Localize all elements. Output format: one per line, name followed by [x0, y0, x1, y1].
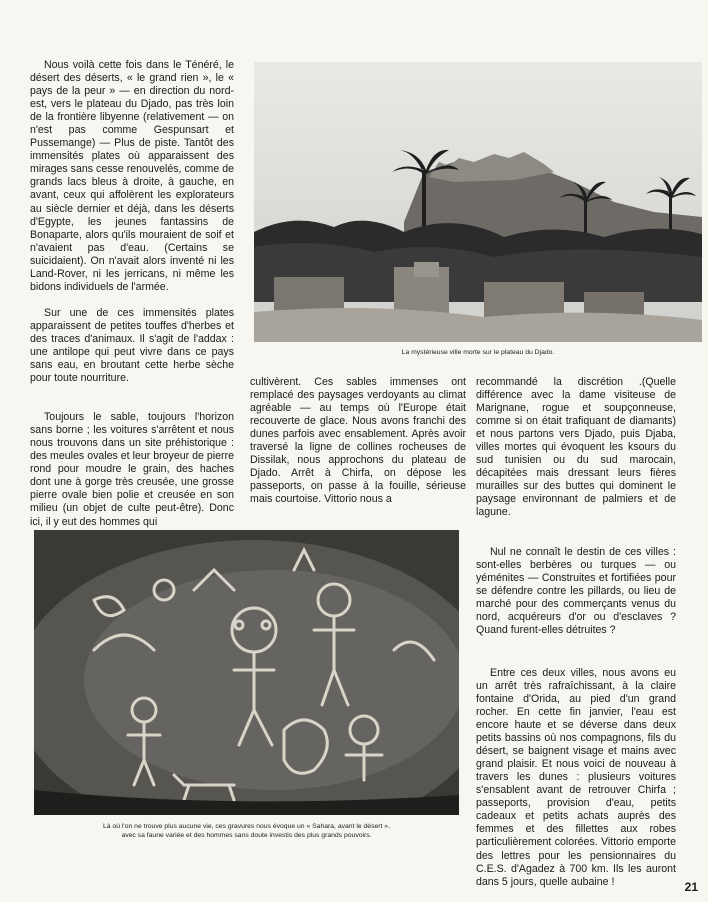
photo-dead-town: [254, 62, 702, 342]
dead-town-image: [254, 62, 702, 342]
photo-rock-engravings: [34, 530, 459, 815]
paragraph: Sur une de ces immensités plates apparaissent de petites touffes d'herbes et des traces d'animaux. Il s'agit de l'addax : une antilope qui peut vivre dans ce pays sans eau, en broutant cette herbe sèche pour toute nourriture.: [30, 306, 234, 385]
column-middle: [250, 376, 466, 519]
paragraph: Nous voilà cette fois dans le Ténéré, le désert des déserts, « le grand rien », le « pays de la peur » — en direction du nord-est, vers le plateau du Djado, pas très loin de la frontière libyenne (relativement — on n'est pas comme Gespunsart et Pussemange) — Plus de piste. Tantôt des immensités plates où apparaissent des mirages sans cesse renouvelés, comme de grands lacs bleus à droite, à gauche, en avant, ceux qui affolèrent les explorateurs au siècle dernier et déjà, dans les déserts d'Egypte, les jeunes fantassins de Bonaparte, alors qu'ils mouraient de soif et n'avaient pas d'eau. (Certains se suicidaient). On n'avait alors inventé ni les Land-Rover, ni les jerricans, ni même les bidons individuels de l'armée.: [30, 59, 234, 293]
page-number: 21: [684, 880, 698, 894]
caption-line: Là où l'on ne trouve plus aucune vie, ces gravures nous évoque un « Sahara, avant le désert »,: [103, 823, 390, 830]
column-right: [476, 376, 676, 902]
caption-line: avec sa faune variée et des hommes sans doute investis des plus grands pouvoirs.: [121, 832, 372, 839]
rock-engravings-image: [34, 530, 459, 815]
paragraph: Toujours le sable, toujours l'horizon sans borne ; les voitures s'arrêtent et nous nous trouvons dans un site préhistorique : des meules ovales et leur broyeur de pierre rond pour moudre le grain, des haches dont une à gorge très creusée, une grosse pierre ovale bien polie et creusée en son milieu (un objet de culte peut-être). Donc ici, il y eut des hommes qui: [30, 411, 234, 528]
column-left: [30, 59, 234, 542]
photo-rock-engravings-caption: [34, 822, 459, 840]
paragraph: cultivèrent. Ces sables immenses ont remplacé des paysages verdoyants au climat agréable — au temps où l'Europe était recouverte de glace. Nous avons franchi des dunes parfois avec ensablement. Après avoir traversé la ligne de collines rocheuses de Dissilak, nous approchons du plateau de Djado. Arrêt à Chirfa, on dépose les passeports, on passe à la fouille, sérieuse mais courtoise. Vittorio nous a: [250, 376, 466, 506]
paragraph: Nul ne connaît le destin de ces villes : sont-elles berbères ou turques — ou yéménites — Construites et fortifiées pour se défendre contre les pillards, ou lieu de marché pour des commerçants venus du nord, acquéreurs d'or ou d'esclaves ? Quand furent-elles détruites ?: [476, 545, 676, 636]
paragraph: Entre ces deux villes, nous avons eu un arrêt très rafraîchissant, à la claire fontaine d'Orida, au pied d'un grand rocher. En cette fin janvier, l'eau est encore haute et se déverse dans deux petits bassins où nos compagnons, fils du désert, se baignent visage et mains avec grand plaisir. Et nous voici de nouveau à travers les dunes : plusieurs voitures s'ensablent avant de retrouver Chirfa ; passeports, provision d'eau, petits cadeaux et petits achats auprès des femmes et des fillettes aux robes particulièrement colorées. Vittorio emporte des lettres pour les pensionnaires du C.E.S. d'Agadez à 700 km. Ils les auront dans 5 jours, quelle aubaine !: [476, 666, 676, 888]
photo-dead-town-caption: La mystérieuse ville morte sur le plateau du Djado.: [401, 349, 555, 356]
paragraph: recommandé la discrétion .(Quelle différence avec la dame visiteuse de Marignane, rogue et soupçonneuse, comme si on était trafiquant de diamants) et nous partons vers Djado, puis Djaba, villes mortes qui évoquent les ksours du sud tunisien ou du sud marocain, décapitées mais dressant leurs fières murailles sur des buttes qui dominent le paysage environnant de palmiers et de lagune.: [476, 376, 676, 519]
